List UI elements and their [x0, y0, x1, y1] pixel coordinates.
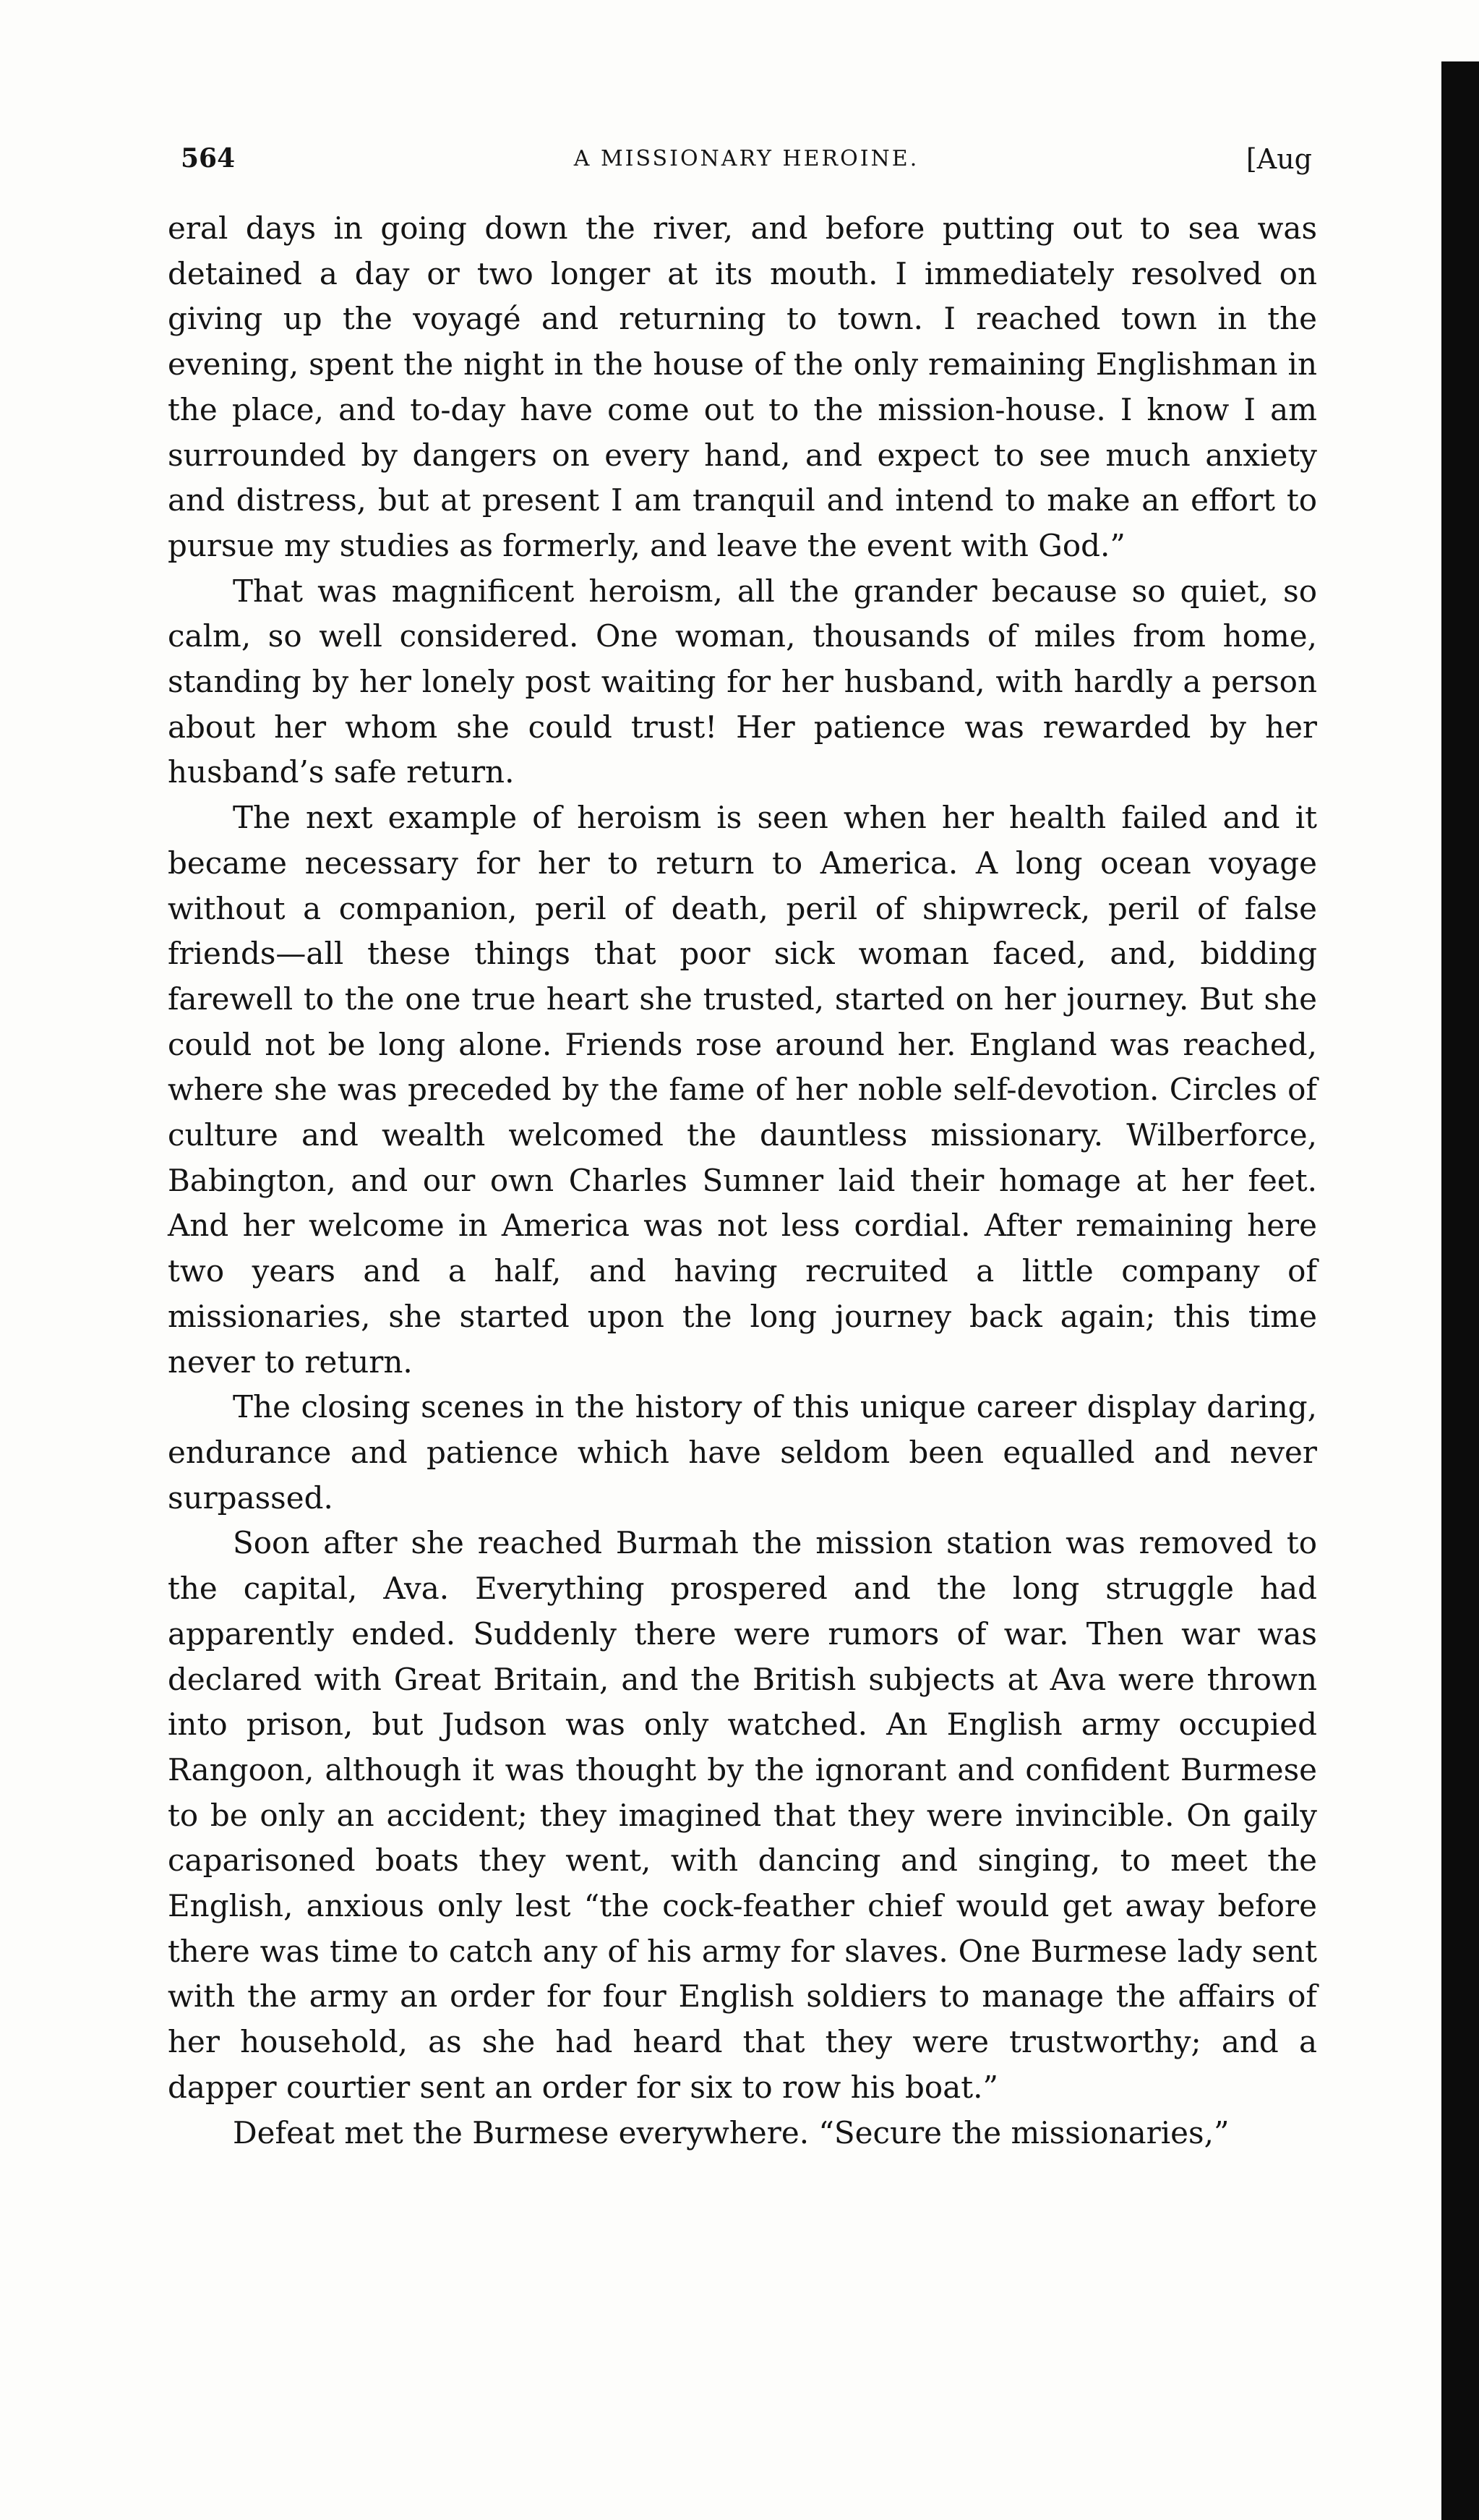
- paragraph: The closing scenes in the history of this unique career display daring, endurance and patience which have seldom been equalled and never surpassed.: [168, 1389, 1317, 1516]
- paragraph: Defeat met the Burmese everywhere. “Secure the missionaries,”: [233, 2114, 1230, 2150]
- running-title: A MISSIONARY HEROINE.: [573, 146, 919, 171]
- paragraph: Soon after she reached Burmah the mission station was removed to the capital, Ava. Everything prospered and the long struggle had apparently ended. Suddenly there were rumors of war. Then war was declared with Great Britain, and the British subjects at Ava were thrown into prison, but Judson was only watched. An English army occupied Rangoon, although it was thought by the ignorant and confident Burmese to be only an accident; they imagined that they were invincible. On gaily caparisoned boats they went, with dancing and singing, to meet the English, anxious only lest “the cock-feather chief would get away before there was time to catch any of his army for slaves. One Burmese lady sent with the army an order for four English soldiers to manage the affairs of her household, as she had heard that they were trustworthy; and a dapper courtier sent an order for six to row his boat.”: [168, 1525, 1317, 2105]
- running-month: [Aug: [1246, 143, 1312, 175]
- paragraph-continued: eral days in going down the river, and before putting out to sea was detained a day or two longer at its mouth. I immediately resolved on giving up the voyagé and returning to town. I reached town in the evening, spent the night in the house of the only remaining Englishman in the place, and to-day have come out to the mission-house. I know I am surrounded by dangers on every hand, and expect to see much anxiety and distress, but at present I am tranquil and intend to make an effort to pursue my studies as formerly, and leave the event with God.”: [168, 210, 1317, 563]
- paragraph: That was magnificent heroism, all the grander because so quiet, so calm, so well considered. One woman, thousands of miles from home, standing by her lonely post waiting for her husband, with hardly a person about her whom she could trust! Her patience was rewarded by her husband’s safe return.: [168, 573, 1317, 790]
- body-text: [168, 206, 1317, 2156]
- paragraph: The next example of heroism is seen when her health failed and it became necessary for her to return to America. A long ocean voyage without a companion, peril of death, peril of shipwreck, peril of false friends—all these things that poor sick woman faced, and, bidding farewell to the one true heart she trusted, started on her journey. But she could not be long alone. Friends rose around her. England was reached, where she was preceded by the fame of her noble self-devotion. Circles of culture and wealth welcomed the dauntless missionary. Wilberforce, Babington, and our own Charles Sumner laid their homage at her feet. And her welcome in America was not less cordial. After remaining here two years and a half, and having recruited a little company of missionaries, she started upon the long journey back again; this time never to return.: [168, 800, 1317, 1380]
- scan-edge-shadow: [1441, 61, 1479, 2520]
- page-number: 564: [181, 143, 236, 174]
- page-header: [181, 143, 1312, 187]
